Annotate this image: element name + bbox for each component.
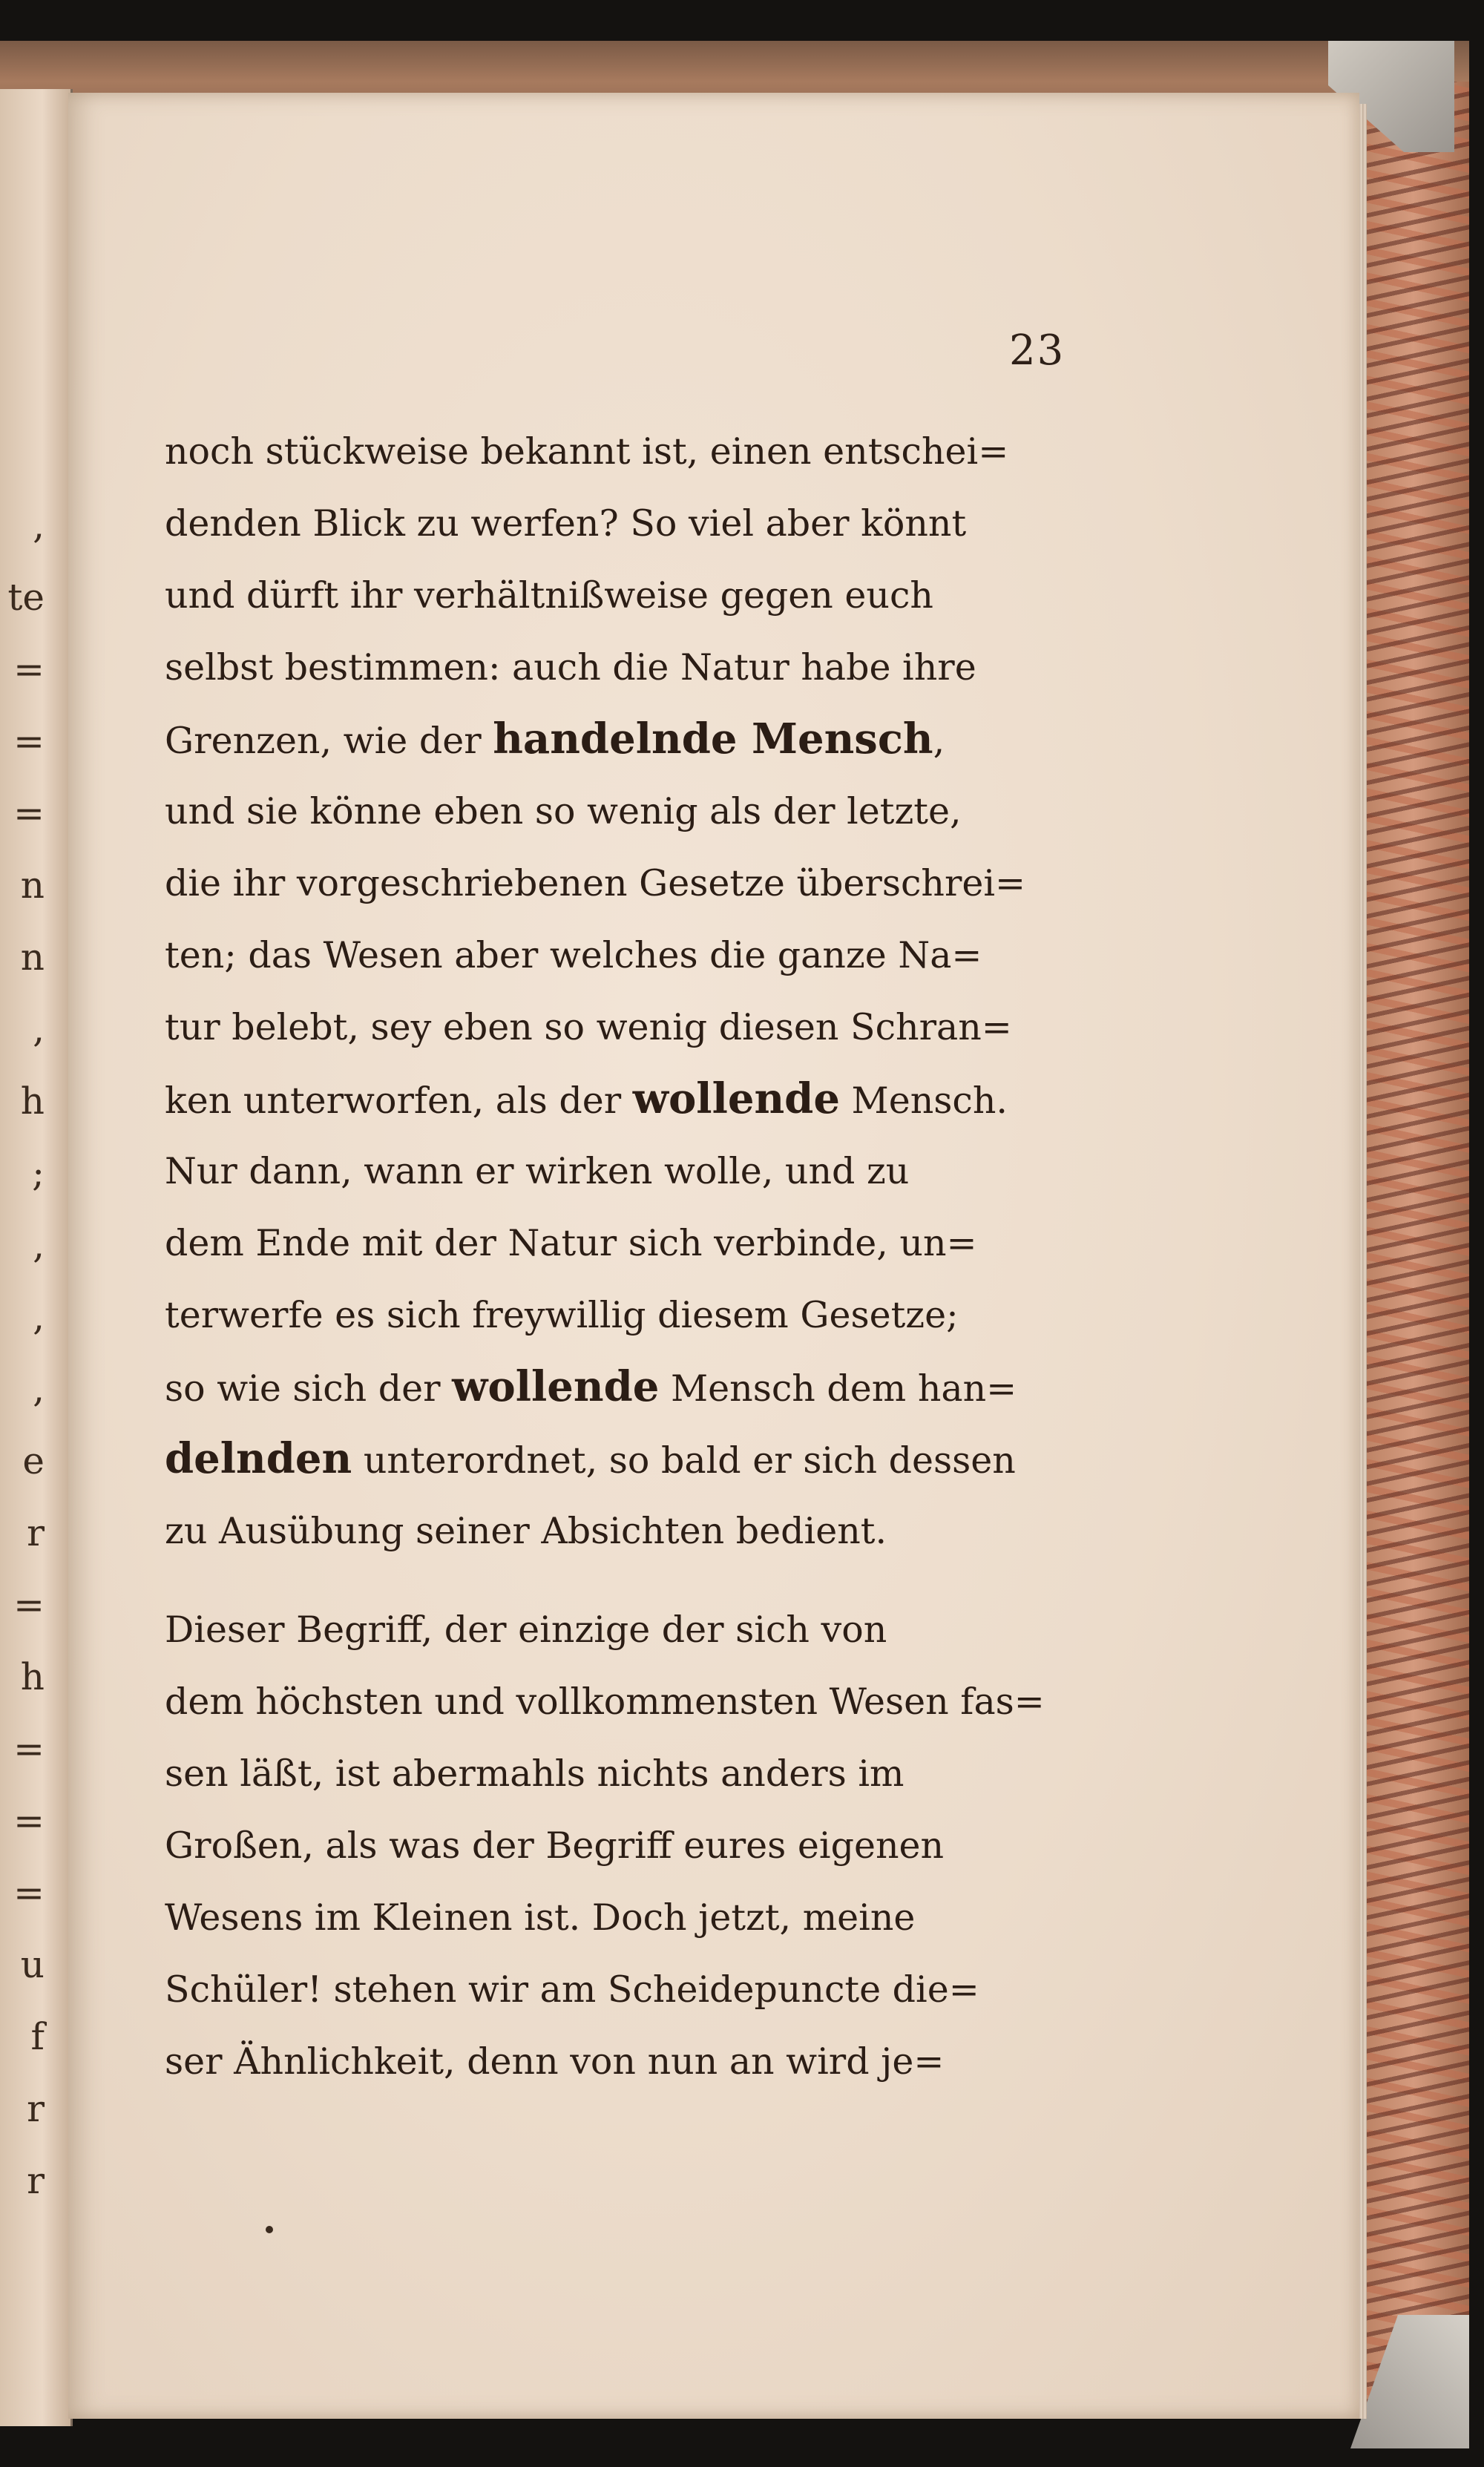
line-text: , bbox=[933, 720, 945, 762]
ink-speck bbox=[266, 2226, 273, 2233]
line-text: zu Ausübung seiner Absichten bedient. bbox=[165, 1510, 887, 1552]
line-text: Schüler! stehen wir am Scheidepuncte die= bbox=[165, 1968, 979, 2011]
line-text: Dieser Begriff, der einzige der sich von bbox=[165, 1609, 887, 1651]
text-line bbox=[165, 1810, 1092, 1882]
left-fragment: h bbox=[20, 1080, 45, 1123]
line-text: so wie sich der bbox=[165, 1367, 453, 1410]
paragraph-1 bbox=[165, 415, 1092, 1567]
line-text: Großen, als was der Begriff eures eigenen bbox=[165, 1824, 945, 1867]
line-text: Mensch. bbox=[839, 1080, 1008, 1122]
text-line bbox=[165, 1738, 1092, 1810]
line-text: Mensch dem han= bbox=[659, 1367, 1017, 1410]
left-fragment: r bbox=[27, 2159, 45, 2202]
line-text: ten; das Wesen aber welches die ganze Na= bbox=[165, 934, 982, 976]
line-text: sen läßt, ist abermahls nichts anders im bbox=[165, 1752, 904, 1795]
emphasized-text: handelnde Mensch bbox=[493, 715, 933, 763]
line-text: Grenzen, wie der bbox=[165, 720, 493, 762]
left-fragment: f bbox=[30, 2015, 45, 2058]
text-line bbox=[165, 1279, 1092, 1351]
emphasized-text: wollende bbox=[452, 1362, 660, 1411]
left-fragment: , bbox=[33, 1223, 45, 1267]
line-text: unterordnet, so bald er sich dessen bbox=[352, 1439, 1016, 1482]
text-line bbox=[165, 1954, 1092, 2026]
line-text: tur belebt, sey eben so wenig diesen Schran= bbox=[165, 1006, 1012, 1048]
left-fragment: , bbox=[33, 1008, 45, 1051]
left-fragment: r bbox=[27, 1511, 45, 1554]
left-fragment: ; bbox=[32, 1152, 45, 1195]
line-text: terwerfe es sich freywillig diesem Gesetze; bbox=[165, 1294, 959, 1336]
emphasized-text: delnden bbox=[165, 1434, 352, 1483]
left-fragment: = bbox=[13, 1871, 45, 1914]
line-text: und dürft ihr verhältnißweise gegen euch bbox=[165, 574, 933, 617]
left-fragment: = bbox=[13, 648, 45, 691]
left-page-fragments bbox=[0, 490, 45, 2217]
line-text: ken unterworfen, als der bbox=[165, 1080, 633, 1122]
text-line bbox=[165, 919, 1092, 991]
line-text: denden Blick zu werfen? So viel aber könnt bbox=[165, 502, 967, 545]
left-fragment: , bbox=[33, 1295, 45, 1338]
line-text: dem höchsten und vollkommensten Wesen fas= bbox=[165, 1681, 1045, 1723]
left-fragment: = bbox=[13, 792, 45, 835]
left-fragment: = bbox=[13, 1727, 45, 1770]
paragraph-2 bbox=[165, 1594, 1092, 2098]
left-fragment: r bbox=[27, 2087, 45, 2130]
line-text: und sie könne eben so wenig als der letzte, bbox=[165, 790, 962, 832]
text-line bbox=[165, 1495, 1092, 1567]
left-fragment: u bbox=[20, 1943, 45, 1986]
left-fragment: = bbox=[13, 1799, 45, 1842]
line-text: Nur dann, wann er wirken wolle, und zu bbox=[165, 1150, 910, 1192]
text-line bbox=[165, 1135, 1092, 1207]
page-number: 23 bbox=[1009, 326, 1066, 375]
text-line bbox=[165, 1423, 1092, 1495]
text-line bbox=[165, 2026, 1092, 2098]
line-text: Wesens im Kleinen ist. Doch jetzt, meine bbox=[165, 1896, 916, 1939]
text-line bbox=[165, 1882, 1092, 1954]
left-fragment: = bbox=[13, 720, 45, 763]
line-text: selbst bestimmen: auch die Natur habe ihre bbox=[165, 646, 976, 689]
text-line bbox=[165, 847, 1092, 919]
text-line bbox=[165, 415, 1092, 487]
text-line bbox=[165, 1207, 1092, 1279]
left-fragment: = bbox=[13, 1583, 45, 1626]
text-line bbox=[165, 487, 1092, 559]
line-text: die ihr vorgeschriebenen Gesetze überschrei= bbox=[165, 862, 1026, 904]
text-line bbox=[165, 1666, 1092, 1738]
marbled-cover-right bbox=[1358, 82, 1469, 2419]
text-line bbox=[165, 775, 1092, 847]
text-line bbox=[165, 559, 1092, 631]
left-page-edge bbox=[0, 89, 73, 2426]
left-fragment: , bbox=[33, 1367, 45, 1410]
text-line bbox=[165, 1594, 1092, 1666]
text-line bbox=[165, 1063, 1092, 1135]
line-text: ser Ähnlichkeit, denn von nun an wird je= bbox=[165, 2040, 945, 2083]
left-fragment: e bbox=[22, 1439, 45, 1482]
left-fragment: , bbox=[33, 504, 45, 547]
emphasized-text: wollende bbox=[632, 1074, 840, 1123]
left-fragment: te bbox=[7, 576, 45, 619]
line-text: noch stückweise bekannt ist, einen entschei= bbox=[165, 430, 1009, 473]
text-line bbox=[165, 703, 1092, 775]
text-line bbox=[165, 1351, 1092, 1423]
text-line bbox=[165, 631, 1092, 703]
text-line bbox=[165, 991, 1092, 1063]
left-fragment: n bbox=[20, 864, 45, 907]
line-text: dem Ende mit der Natur sich verbinde, un= bbox=[165, 1222, 977, 1264]
left-fragment: n bbox=[20, 936, 45, 979]
left-fragment: h bbox=[20, 1655, 45, 1698]
